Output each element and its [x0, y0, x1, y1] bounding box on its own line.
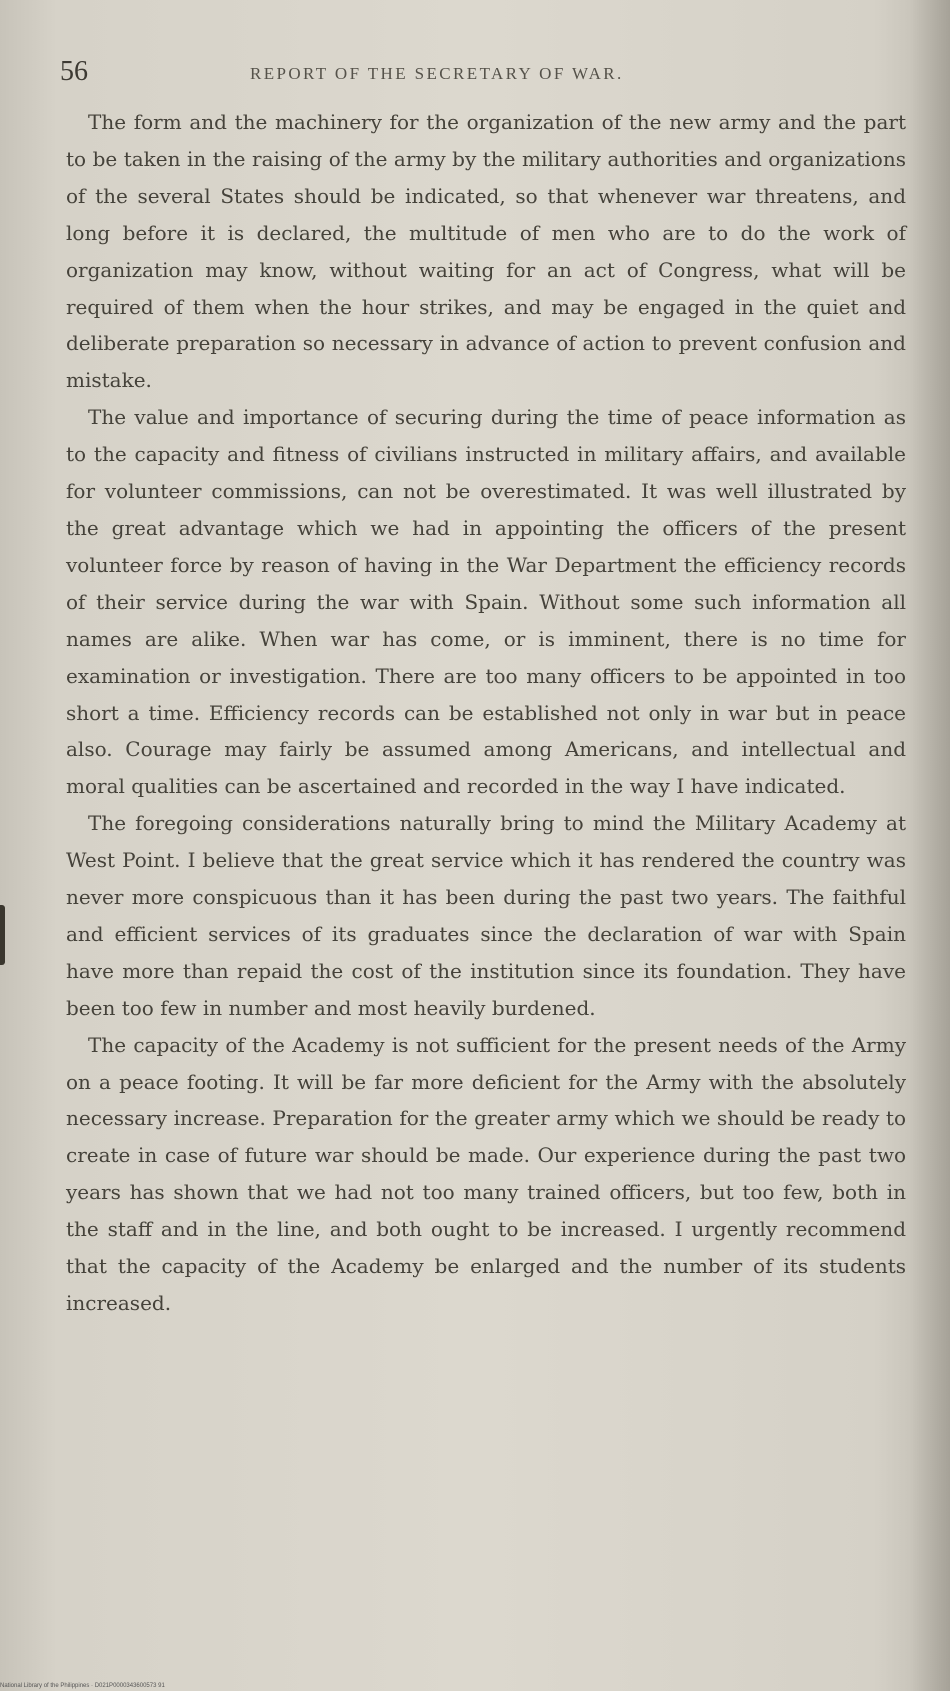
binding-mark	[0, 905, 5, 965]
page-header	[60, 56, 900, 96]
body-text	[66, 104, 906, 1322]
page-edge-shadow	[910, 0, 950, 1691]
scan-credit: National Library of the Philippines · D021P0000343600573 91	[0, 1683, 165, 1689]
paragraph-academy-capacity: The capacity of the Academy is not sufficient for the present needs of the Army on a peace footing. It will be far more deficient for the Army with the absolutely necessary increase. Preparation for the greater army which we should be ready to create in case of future war should be made. Our experience during the past two years has shown that we had not too many trained officers, but too few, both in the staff and in the line, and both ought to be increased. I urgently recommend that the capacity of the Academy be enlarged and the number of its students increased.	[66, 1032, 906, 1315]
page-number: 56	[60, 56, 88, 87]
running-head: REPORT OF THE SECRETARY OF WAR.	[250, 64, 624, 83]
paragraph-efficiency-records: The value and importance of securing during the time of peace information as to the capacity and fitness of civilians instructed in military affairs, and available for volunteer commissions, can not be overestimated. It was well illustrated by the great advantage which we had in appointing the officers of the present volunteer force by reason of having in the War Department the efficiency records of their service during the war with Spain. Without some such information all names are alike. When war has come, or is imminent, there is no time for examination or investigation. There are too many officers to be appointed in too short a time. Efficiency records can be established not only in war but in peace also. Courage may fairly be assumed among Americans, and intellectual and moral qualities can be ascertained and recorded in the way I have indicated.	[66, 405, 906, 799]
paragraph-organization: The form and the machinery for the organization of the new army and the part to be taken in the raising of the army by the military authorities and organizations of the several States should be indicated, so that whenever war threatens, and long before it is declared, the multitude of men who are to do the work of organization may know, without waiting for an act of Congress, what will be required of them when the hour strikes, and may be engaged in the quiet and deliberate preparation so necessary in advance of action to prevent confusion and mistake.	[66, 110, 906, 393]
paragraph-military-academy: The foregoing considerations naturally bring to mind the Military Academy at West Point. I believe that the great service which it has rendered the country was never more conspicuous than it has been during the past two years. The faithful and efficient services of its graduates since the declaration of war with Spain have more than repaid the cost of the institution since its foundation. They have been too few in number and most heavily burdened.	[66, 811, 906, 1020]
